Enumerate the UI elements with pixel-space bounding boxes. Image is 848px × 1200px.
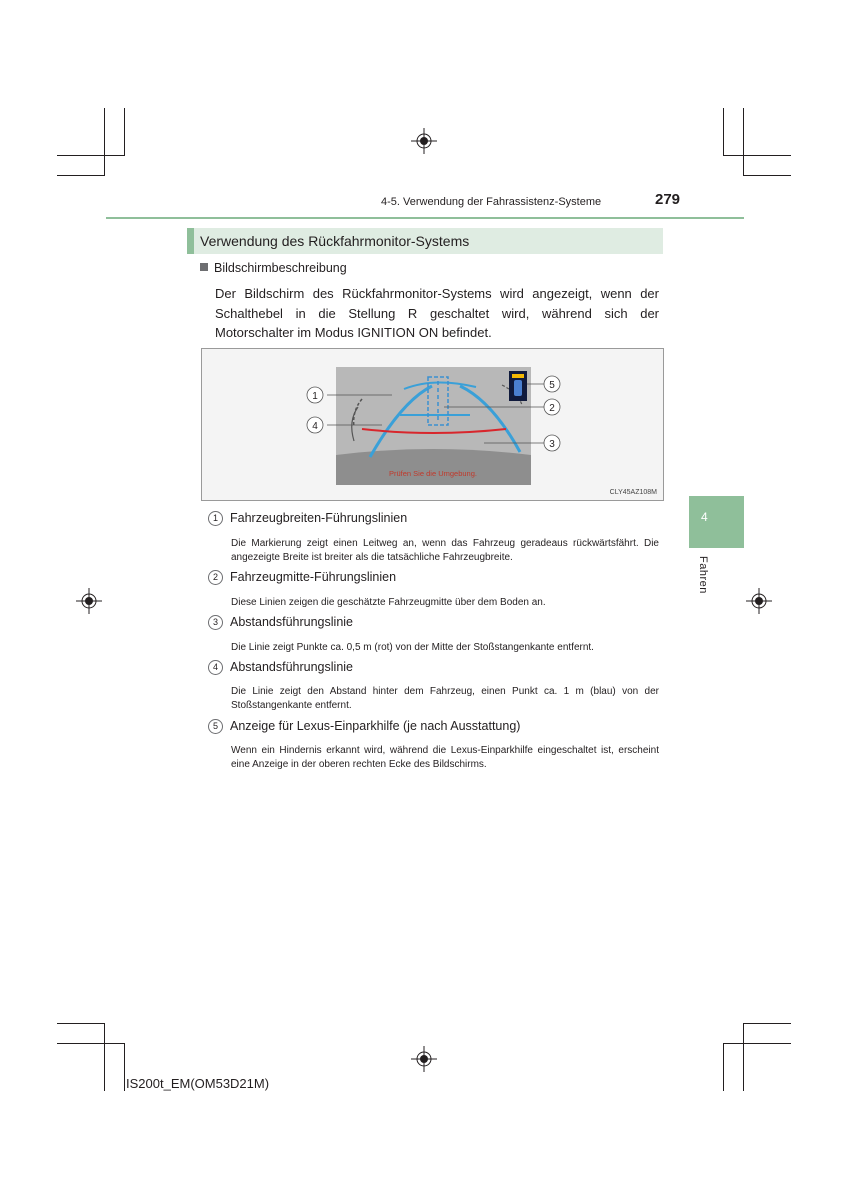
figure-code: CLY45AZ108M	[609, 489, 657, 496]
svg-text:4: 4	[312, 421, 318, 432]
intro-paragraph: Der Bildschirm des Rückfahrmonitor-Systems wird angezeigt, wenn der Schalthebel in die Stellung R geschaltet wird, während sich der Motorschalter im Modus IGNITION ON befindet.	[215, 286, 659, 340]
callout-5	[544, 376, 560, 392]
callout-1	[307, 387, 323, 403]
item-number: 3	[208, 615, 223, 630]
item-title: Abstandsführungslinie	[230, 615, 353, 629]
chapter-label: Fahren	[697, 556, 709, 594]
item-title: Anzeige für Lexus-Einparkhilfe (je nach Ausstattung)	[230, 719, 521, 733]
page-number: 279	[655, 191, 681, 208]
square-bullet-icon	[200, 263, 208, 271]
registration-mark-top	[411, 128, 437, 154]
rear-camera-illustration	[202, 349, 663, 500]
callout-3	[544, 435, 560, 451]
section-title: Verwendung des Rückfahrmonitor-Systems	[187, 228, 663, 254]
item-number: 5	[208, 719, 223, 734]
item-2-desc: Diese Linien zeigen die geschätzte Fahrzeugmitte über dem Boden an.	[231, 597, 546, 608]
item-2-head	[208, 570, 396, 585]
item-title: Abstandsführungslinie	[230, 660, 353, 674]
item-number: 4	[208, 660, 223, 675]
running-header: 4-5. Verwendung der Fahrassistenz-Systeme	[381, 196, 602, 208]
rear-camera-figure	[201, 348, 664, 501]
header-rule	[106, 217, 744, 219]
item-5-desc: Wenn ein Hindernis erkannt wird, während die Lexus-Einparkhilfe eingeschaltet ist, erscheint eine Anzeige in der oberen rechten Ecke des Bildschirms.	[231, 745, 659, 770]
bumper-area	[336, 449, 531, 485]
item-number: 2	[208, 570, 223, 585]
screen-message: Prüfen Sie die Umgebung.	[389, 469, 477, 478]
registration-mark-left	[76, 588, 102, 614]
svg-text:3: 3	[549, 439, 555, 450]
item-4-desc: Die Linie zeigt den Abstand hinter dem Fahrzeug, einen Punkt ca. 1 m (blau) von der Stoßstangenkante entfernt.	[231, 686, 659, 711]
callout-4	[307, 417, 323, 433]
item-5-head	[208, 719, 520, 734]
item-3-head	[208, 615, 353, 630]
item-4-head	[208, 660, 353, 675]
sub-heading-text: Bildschirmbeschreibung	[214, 261, 347, 275]
footer-code: IS200t_EM(OM53D21M)	[126, 1076, 270, 1091]
chapter-number: 4	[701, 510, 708, 524]
item-title: Fahrzeugmitte-Führungslinien	[230, 570, 397, 584]
registration-mark-right	[746, 588, 772, 614]
svg-text:1: 1	[312, 391, 318, 402]
camera-view	[336, 367, 531, 455]
chapter-tab	[689, 496, 744, 548]
item-title: Fahrzeugbreiten-Führungslinien	[230, 511, 408, 525]
svg-text:2: 2	[549, 403, 555, 414]
item-1-desc: Die Markierung zeigt einen Leitweg an, wenn das Fahrzeug geradeaus rückwärtsfährt. Die angezeigte Breite ist breiter als die tatsächliche Fahrzeugbreite.	[231, 538, 659, 563]
item-3-desc: Die Linie zeigt Punkte ca. 0,5 m (rot) von der Mitte der Stoßstangenkante entfernt.	[231, 642, 594, 653]
registration-mark-bottom	[411, 1046, 437, 1072]
callout-2	[544, 399, 560, 415]
item-number: 1	[208, 511, 223, 526]
item-1-head	[208, 511, 407, 526]
sub-heading	[200, 261, 347, 275]
svg-text:5: 5	[549, 380, 555, 391]
